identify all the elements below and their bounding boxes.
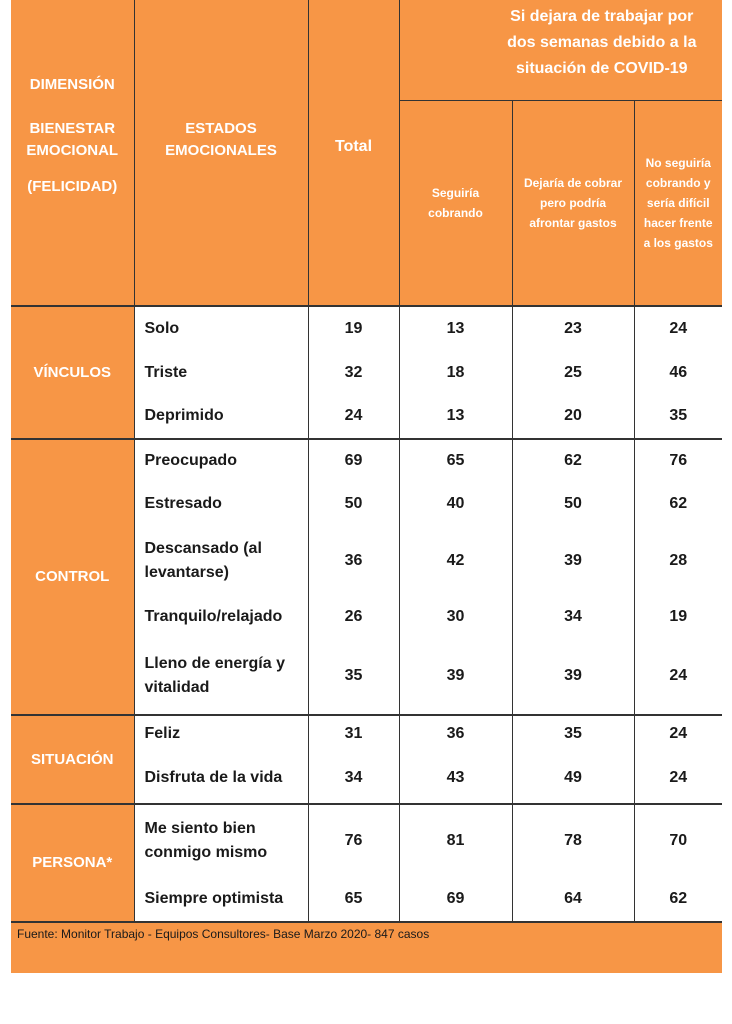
total-value: 50 (308, 483, 399, 526)
seguiria-cobrando-value: 69 (399, 878, 512, 922)
source-footnote: Fuente: Monitor Trabajo - Equipos Consultores- Base Marzo 2020- 847 casos (11, 922, 722, 973)
seguiria-cobrando-value: 65 (399, 439, 512, 483)
dejaria-cobrar-value: 35 (512, 715, 634, 753)
dejaria-cobrar-value: 39 (512, 526, 634, 596)
no-seguiria-cobrando-value: 46 (669, 364, 688, 381)
emotional-state-label: Me siento bien conmigo mismo (134, 804, 308, 878)
total-value: 19 (308, 306, 399, 352)
dejaria-cobrar-value: 62 (512, 439, 634, 483)
total-value: 69 (308, 439, 399, 483)
dimension-line-3: (FELICIDAD) (27, 178, 118, 195)
emotional-state-label: Siempre optimista (134, 878, 308, 922)
no-seguiria-cobrando-value: 24 (669, 667, 688, 684)
total-value: 65 (308, 878, 399, 922)
total-value: 34 (308, 753, 399, 804)
no-seguiria-cobrando-value: 62 (669, 890, 688, 907)
emotional-state-label: Feliz (134, 715, 308, 753)
table-row (11, 306, 722, 352)
table-row (11, 715, 722, 753)
emotional-state-label: Deprimido (134, 395, 308, 439)
dimension-group-label: SITUACIÓN (11, 715, 134, 804)
emotional-state-label: Lleno de energía y vitalidad (134, 639, 308, 715)
no-seguiria-cobrando-value: 28 (669, 551, 688, 569)
no-seguiria-cobrando-value: 70 (634, 804, 722, 878)
dejaria-cobrar-value: 25 (512, 352, 634, 395)
dejaria-cobrar-value: 39 (512, 639, 634, 715)
seguiria-cobrando-value: 39 (399, 639, 512, 715)
no-seguiria-cobrando-value: 24 (634, 715, 722, 753)
emotional-state-label: Triste (134, 352, 308, 395)
covid-group-header: Si dejara de trabajar por dos semanas debido a la situación de COVID-19 (399, 0, 722, 100)
emotional-state-label: Descansado (al levantarse) (134, 526, 308, 596)
total-value: 32 (308, 352, 399, 395)
seguiria-cobrando-value: 30 (399, 596, 512, 639)
seguiria-cobrando-value: 18 (399, 352, 512, 395)
emotional-wellbeing-table (11, 0, 722, 973)
seguiria-cobrando-value: 13 (399, 306, 512, 352)
emotional-state-label: Preocupado (134, 439, 308, 483)
seguiria-cobrando-value: 13 (399, 395, 512, 439)
emotional-state-label: Solo (134, 306, 308, 352)
subheader-no-seguiria-cobrando: No seguiría cobrando y sería difícil hacer frente a los gastos (634, 100, 722, 306)
table-row (11, 439, 722, 483)
seguiria-cobrando-value: 42 (399, 526, 512, 596)
emotional-state-label: Tranquilo/relajado (134, 596, 308, 639)
dejaria-cobrar-value: 34 (512, 596, 634, 639)
no-seguiria-cobrando-value: 24 (634, 306, 722, 352)
seguiria-cobrando-value: 36 (399, 715, 512, 753)
subheader-dejaria-cobrar: Dejaría de cobrar pero podría afrontar gastos (512, 100, 634, 306)
no-seguiria-cobrando-value: 62 (669, 495, 688, 512)
dejaria-cobrar-value: 23 (512, 306, 634, 352)
emotional-state-label: Estresado (134, 483, 308, 526)
dimension-group-label: VÍNCULOS (11, 306, 134, 439)
seguiria-cobrando-value: 40 (399, 483, 512, 526)
dejaria-cobrar-value: 49 (512, 753, 634, 804)
dimension-header (11, 0, 134, 306)
total-value: 36 (308, 526, 399, 596)
dejaria-cobrar-value: 78 (512, 804, 634, 878)
total-value: 76 (308, 804, 399, 878)
dimension-line-1: DIMENSIÓN (29, 76, 115, 93)
subheader-seguiria-cobrando: Seguiría cobrando (399, 100, 512, 306)
total-header: Total (308, 0, 399, 306)
total-value: 35 (308, 639, 399, 715)
dejaria-cobrar-value: 64 (512, 878, 634, 922)
dimension-group-label: CONTROL (11, 439, 134, 715)
table-row (11, 804, 722, 878)
seguiria-cobrando-value: 43 (399, 753, 512, 804)
no-seguiria-cobrando-value: 24 (669, 768, 688, 786)
estados-emocionales-header: ESTADOS EMOCIONALES (134, 0, 308, 306)
seguiria-cobrando-value: 81 (399, 804, 512, 878)
emotional-wellbeing-table-container (11, 0, 722, 973)
dejaria-cobrar-value: 20 (512, 395, 634, 439)
dejaria-cobrar-value: 50 (512, 483, 634, 526)
no-seguiria-cobrando-value: 19 (669, 608, 688, 625)
emotional-state-label: Disfruta de la vida (134, 753, 308, 804)
total-value: 24 (308, 395, 399, 439)
dimension-line-2: BIENESTAR EMOCIONAL (26, 120, 119, 159)
no-seguiria-cobrando-value: 35 (669, 407, 688, 424)
total-value: 26 (308, 596, 399, 639)
dimension-group-label: PERSONA* (11, 804, 134, 922)
table-body (11, 306, 722, 922)
no-seguiria-cobrando-value: 76 (634, 439, 722, 483)
total-value: 31 (308, 715, 399, 753)
